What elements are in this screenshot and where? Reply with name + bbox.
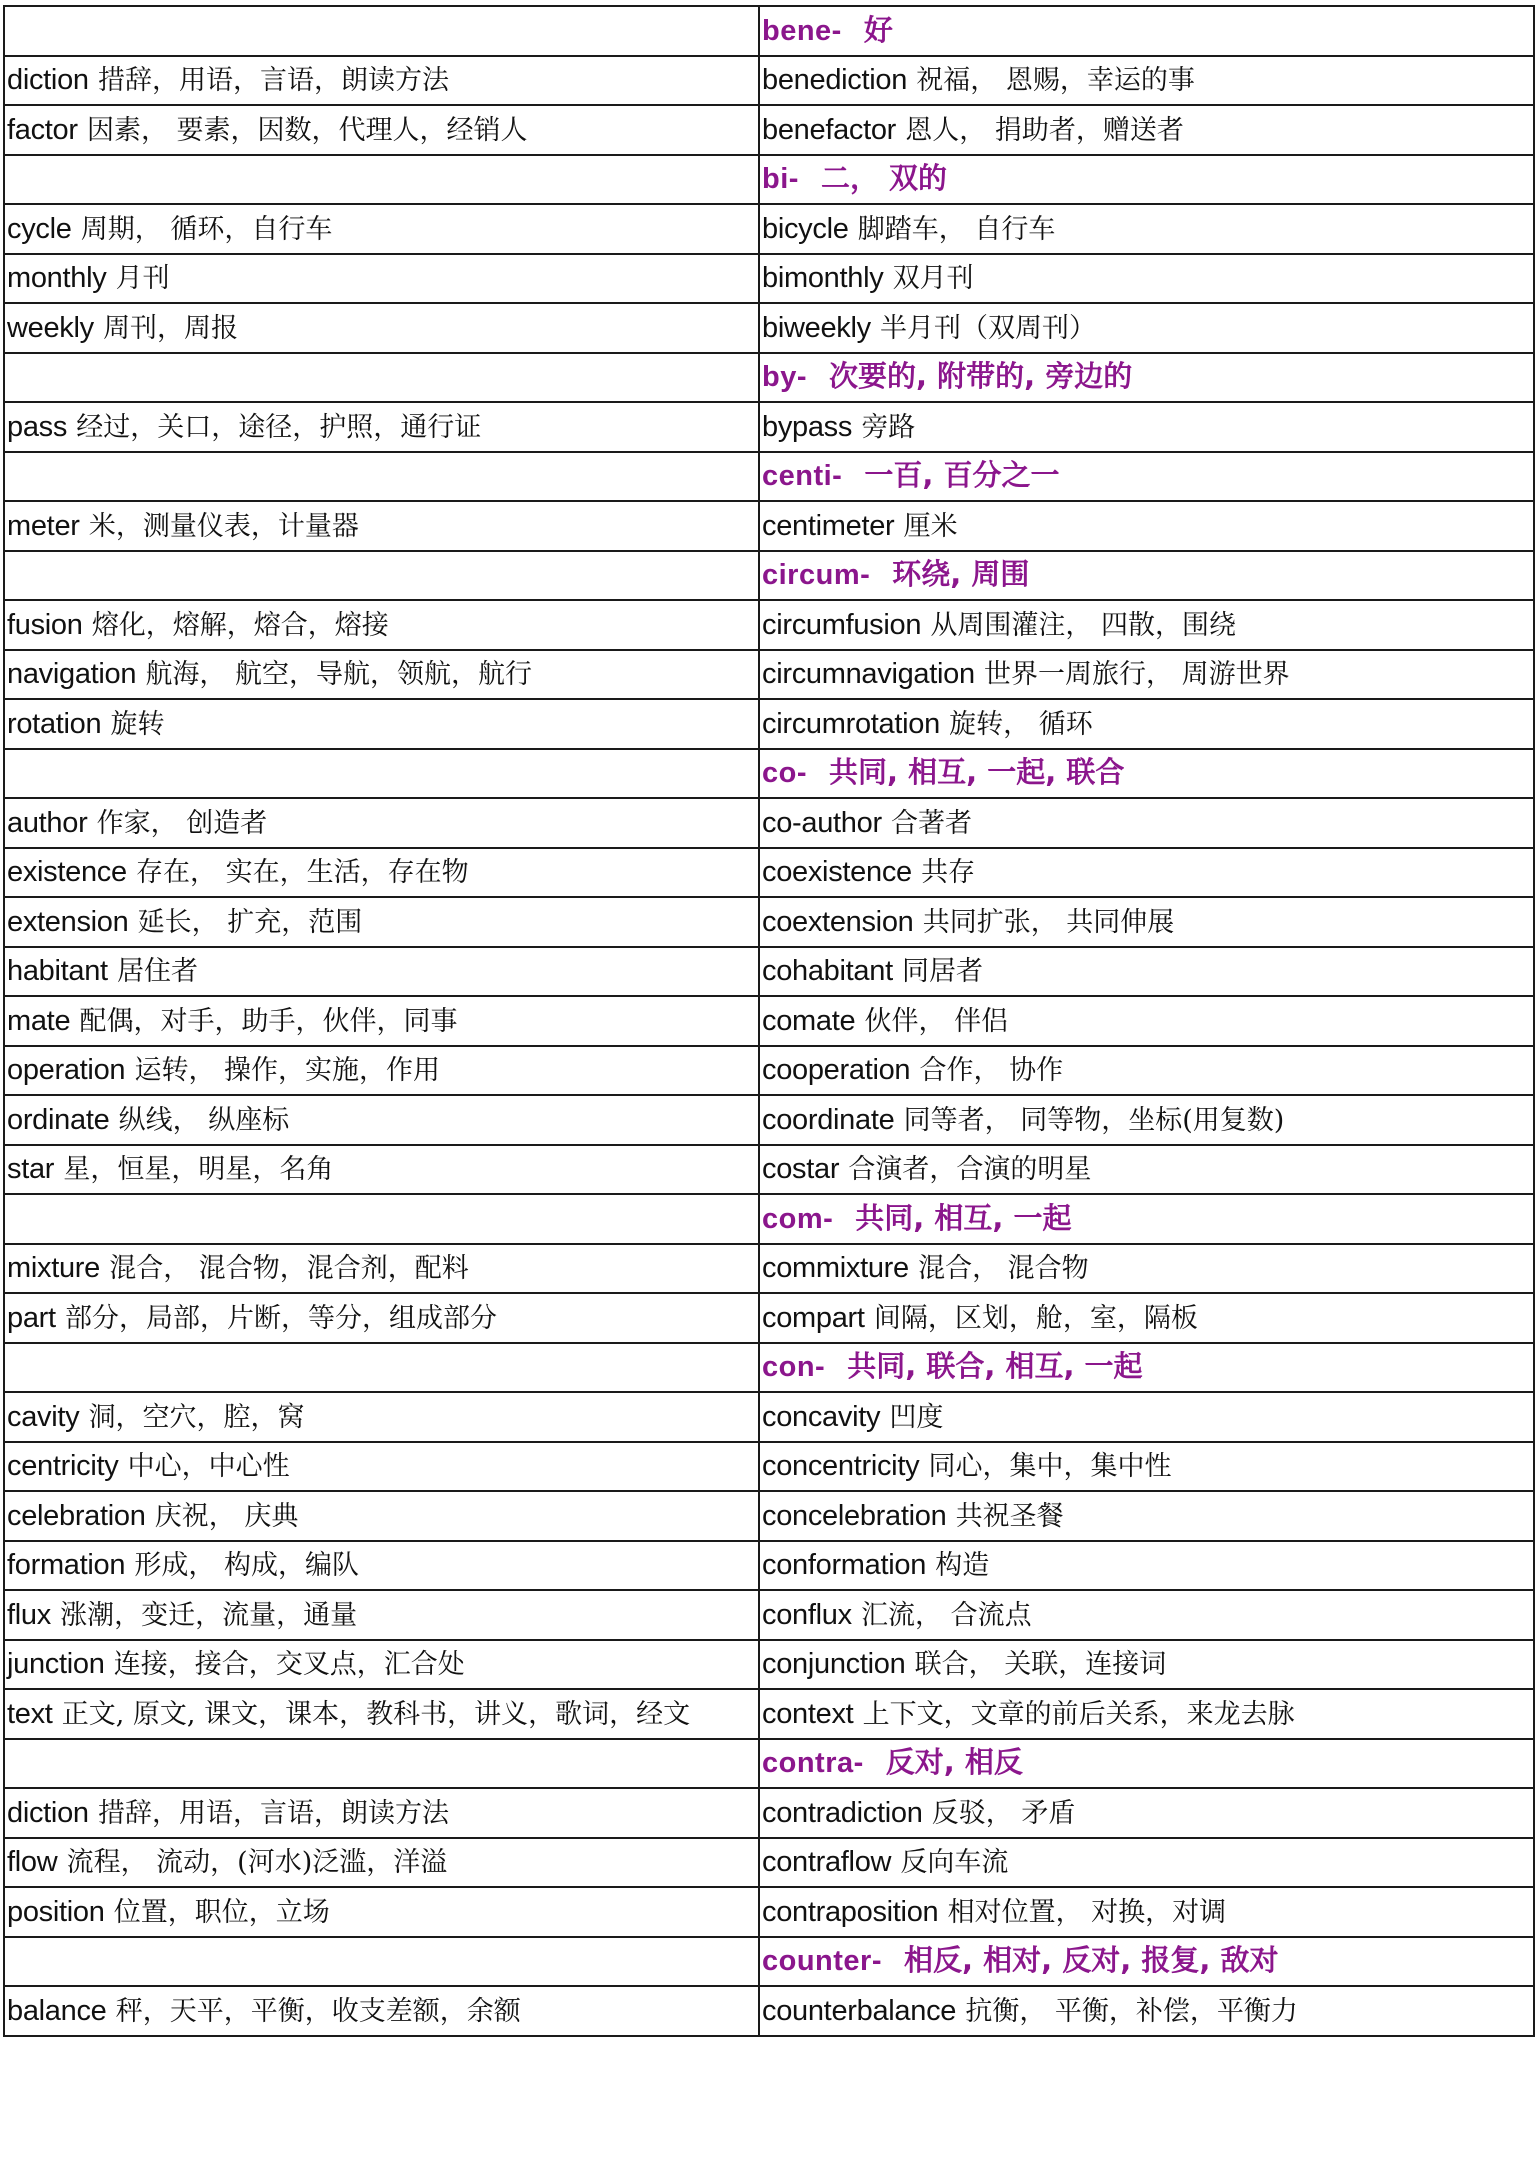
word-meaning: 混合， 混合物，混合剂，配料 [109, 1253, 469, 1285]
derived-word-cell [759, 1788, 1534, 1838]
word-meaning: 经过，关口，途径，护照，通行证 [76, 411, 482, 443]
derived-word-cell [759, 1293, 1534, 1343]
table-row [4, 1986, 1534, 2036]
root-word: author [7, 806, 88, 839]
derived-word: counterbalance [762, 1994, 957, 2027]
prefix-header-cell [759, 749, 1534, 799]
word-meaning: 纵线， 纵座标 [118, 1104, 290, 1136]
root-word: extension [7, 905, 129, 938]
root-word: star [7, 1153, 55, 1186]
table-row [4, 254, 1534, 304]
derived-word: concavity [762, 1400, 881, 1433]
root-word: weekly [7, 311, 94, 344]
root-word-cell [4, 1689, 759, 1739]
word-meaning: 汇流， 合流点 [861, 1599, 1032, 1631]
table-row [4, 1293, 1534, 1343]
word-meaning: 合演者，合演的明星 [848, 1154, 1092, 1186]
root-word: mixture [7, 1252, 100, 1285]
root-word: flux [7, 1598, 51, 1631]
prefix-header-cell [759, 1194, 1534, 1244]
derived-word-cell [759, 402, 1534, 452]
word-meaning: 庆祝， 庆典 [154, 1500, 299, 1532]
derived-word-cell [759, 1640, 1534, 1690]
root-word: factor [7, 113, 78, 146]
word-meaning: 位置，职位，立场 [113, 1896, 330, 1928]
root-word-cell [4, 1838, 759, 1888]
root-word-cell [4, 1788, 759, 1838]
root-word-cell [4, 996, 759, 1046]
word-meaning: 中心，中心性 [127, 1451, 290, 1483]
root-word: diction [7, 64, 89, 97]
prefix-label: bi- [762, 163, 799, 196]
table-row [4, 1590, 1534, 1640]
empty-cell [4, 749, 759, 799]
word-meaning: 间隔，区划，舱，室，隔板 [873, 1302, 1198, 1334]
derived-word-cell [759, 105, 1534, 155]
root-word: celebration [7, 1499, 146, 1532]
derived-word: co-author [762, 806, 882, 839]
root-word-cell [4, 699, 759, 749]
root-word-cell [4, 303, 759, 353]
root-word: balance [7, 1994, 107, 2027]
table-row [4, 56, 1534, 106]
root-word: cavity [7, 1400, 80, 1433]
derived-word-cell [759, 1442, 1534, 1492]
prefix-header-cell [759, 1739, 1534, 1789]
word-meaning: 相对位置， 对换，对调 [947, 1896, 1227, 1928]
root-word-cell [4, 204, 759, 254]
word-meaning: 措辞，用语，言语，朗读方法 [97, 1797, 449, 1829]
table-row [4, 105, 1534, 155]
root-word-cell [4, 56, 759, 106]
word-meaning: 上下文，文章的前后关系，来龙去脉 [862, 1698, 1295, 1730]
word-meaning: 构造 [935, 1550, 990, 1582]
table-row [4, 1442, 1534, 1492]
word-meaning: 航海， 航空，导航，领航，航行 [145, 659, 533, 691]
derived-word-cell [759, 1590, 1534, 1640]
table-row [4, 303, 1534, 353]
table-row [4, 1640, 1534, 1690]
derived-word: contradiction [762, 1796, 923, 1829]
word-meaning: 月刊 [115, 263, 170, 295]
root-word-cell [4, 254, 759, 304]
table-row [4, 897, 1534, 947]
prefix-label: circum- [762, 559, 871, 592]
derived-word: circumfusion [762, 608, 922, 641]
word-meaning: 共同扩张， 共同伸展 [922, 906, 1175, 938]
empty-cell [4, 1937, 759, 1987]
word-meaning: 形成， 构成，编队 [134, 1550, 359, 1582]
root-word-cell [4, 1442, 759, 1492]
derived-word-cell [759, 1838, 1534, 1888]
derived-word: conformation [762, 1549, 927, 1582]
table-row [4, 947, 1534, 997]
root-word-cell [4, 1887, 759, 1937]
table-row [4, 1689, 1534, 1739]
word-meaning: 从周围灌注， 四散，围绕 [930, 609, 1236, 641]
prefix-label: co- [762, 757, 807, 790]
empty-cell [4, 1739, 759, 1789]
prefix-label: com- [762, 1202, 834, 1235]
root-word-cell [4, 897, 759, 947]
prefix-header-cell [759, 452, 1534, 502]
word-meaning: 存在， 实在，生活，存在物 [136, 857, 469, 889]
word-meaning: 反向车流 [900, 1847, 1009, 1879]
prefix-meaning: 相反, 相对, 反对, 报复, 敌对 [904, 1943, 1279, 1978]
root-word: monthly [7, 262, 107, 295]
root-word: formation [7, 1549, 126, 1582]
root-word-cell [4, 798, 759, 848]
derived-word: commixture [762, 1252, 909, 1285]
root-word: ordinate [7, 1103, 110, 1136]
prefix-header-cell [759, 6, 1534, 56]
word-meaning: 米，测量仪表，计量器 [88, 510, 359, 542]
prefix-meaning: 好 [863, 12, 893, 47]
root-word-cell [4, 650, 759, 700]
derived-word-cell [759, 947, 1534, 997]
table-row [4, 1244, 1534, 1294]
derived-word-cell [759, 848, 1534, 898]
empty-cell [4, 353, 759, 403]
root-word-cell [4, 1095, 759, 1145]
root-word: meter [7, 509, 80, 542]
derived-word-cell [759, 897, 1534, 947]
table-row [4, 600, 1534, 650]
root-word: rotation [7, 707, 102, 740]
prefix-header-row [4, 1343, 1534, 1393]
word-meaning: 同居者 [902, 956, 984, 988]
root-word-cell [4, 1541, 759, 1591]
derived-word-cell [759, 303, 1534, 353]
root-word-cell [4, 402, 759, 452]
prefix-meaning: 反对, 相反 [885, 1745, 1023, 1780]
derived-word: bimonthly [762, 262, 884, 295]
prefix-header-cell [759, 353, 1534, 403]
prefix-header-row [4, 749, 1534, 799]
derived-word-cell [759, 699, 1534, 749]
word-meaning: 抗衡， 平衡，补偿，平衡力 [965, 1995, 1298, 2027]
empty-cell [4, 6, 759, 56]
derived-word-cell [759, 204, 1534, 254]
derived-word: centimeter [762, 509, 895, 542]
derived-word-cell [759, 650, 1534, 700]
word-meaning: 星，恒星，明星，名角 [63, 1154, 334, 1186]
table-row [4, 1491, 1534, 1541]
prefix-meaning: 次要的, 附带的, 旁边的 [829, 359, 1133, 394]
table-row [4, 798, 1534, 848]
word-meaning: 连接，接合，交叉点，汇合处 [113, 1649, 465, 1681]
prefix-meaning: 共同, 联合, 相互, 一起 [847, 1349, 1143, 1384]
root-word-cell [4, 1986, 759, 2036]
derived-word-cell [759, 1541, 1534, 1591]
table-row [4, 650, 1534, 700]
root-word-cell [4, 947, 759, 997]
derived-word: concelebration [762, 1499, 947, 1532]
word-meaning: 居住者 [117, 956, 199, 988]
word-meaning: 祝福， 恩赐，幸运的事 [916, 65, 1195, 97]
derived-word-cell [759, 1392, 1534, 1442]
root-word-cell [4, 1244, 759, 1294]
word-meaning: 周刊，周报 [103, 312, 239, 344]
root-word-cell [4, 1491, 759, 1541]
word-meaning: 同心，集中，集中性 [928, 1451, 1172, 1483]
table-row [4, 402, 1534, 452]
word-meaning: 部分，局部，片断，等分，组成部分 [65, 1302, 497, 1334]
prefix-label: contra- [762, 1747, 864, 1780]
derived-word: conflux [762, 1598, 852, 1631]
prefix-label: bene- [762, 14, 842, 47]
root-word: text [7, 1697, 53, 1730]
derived-word: cooperation [762, 1054, 911, 1087]
derived-word-cell [759, 1244, 1534, 1294]
prefix-header-row [4, 1194, 1534, 1244]
prefix-meaning: 一百, 百分之一 [864, 458, 1060, 493]
root-word: position [7, 1895, 105, 1928]
root-word-cell [4, 848, 759, 898]
derived-word: costar [762, 1153, 840, 1186]
word-meaning: 伙伴， 伴侣 [864, 1005, 1009, 1037]
root-word-cell [4, 1640, 759, 1690]
empty-cell [4, 551, 759, 601]
derived-word: coordinate [762, 1103, 895, 1136]
word-meaning: 世界一周旅行， 周游世界 [984, 659, 1290, 691]
prefix-header-row [4, 155, 1534, 205]
word-meaning: 配偶，对手，助手，伙伴，同事 [79, 1005, 458, 1037]
prefix-label: con- [762, 1351, 826, 1384]
prefix-header-row [4, 1739, 1534, 1789]
word-meaning: 反驳， 矛盾 [931, 1797, 1076, 1829]
word-meaning: 双月刊 [892, 263, 974, 295]
prefix-header-cell [759, 1343, 1534, 1393]
derived-word-cell [759, 996, 1534, 1046]
word-meaning: 合著者 [891, 807, 973, 839]
derived-word: concentricity [762, 1450, 920, 1483]
derived-word-cell [759, 1689, 1534, 1739]
derived-word: benediction [762, 64, 908, 97]
table-row [4, 1788, 1534, 1838]
word-meaning: 旁路 [861, 411, 916, 443]
root-word: pass [7, 410, 68, 443]
root-word-cell [4, 1046, 759, 1096]
derived-word: bicycle [762, 212, 849, 245]
root-word: navigation [7, 658, 137, 691]
word-meaning: 联合， 关联，连接词 [914, 1649, 1167, 1681]
word-meaning: 共祝圣餐 [955, 1500, 1064, 1532]
derived-word: compart [762, 1301, 865, 1334]
root-word: fusion [7, 608, 83, 641]
word-meaning: 半月刊（双周刊） [880, 312, 1097, 344]
word-meaning: 涨潮，变迁，流量，通量 [60, 1599, 358, 1631]
derived-word: conjunction [762, 1648, 906, 1681]
root-word: diction [7, 1796, 89, 1829]
word-meaning: 旋转 [110, 708, 165, 740]
table-row [4, 1095, 1534, 1145]
word-meaning: 旋转， 循环 [949, 708, 1093, 740]
derived-word-cell [759, 501, 1534, 551]
word-meaning: 同等者， 同等物，坐标(用复数) [903, 1104, 1285, 1136]
prefix-header-cell [759, 551, 1534, 601]
word-meaning: 正文, 原文, 课文，课本，教科书，讲义，歌词，经文 [61, 1698, 691, 1730]
derived-word: benefactor [762, 113, 897, 146]
root-word: mate [7, 1004, 71, 1037]
derived-word: circumrotation [762, 707, 940, 740]
word-meaning: 措辞，用语，言语，朗读方法 [97, 65, 449, 97]
derived-word-cell [759, 1095, 1534, 1145]
derived-word: bypass [762, 410, 853, 443]
derived-word-cell [759, 600, 1534, 650]
derived-word-cell [759, 1491, 1534, 1541]
derived-word-cell [759, 1145, 1534, 1195]
root-word-cell [4, 1145, 759, 1195]
derived-word: cohabitant [762, 955, 893, 988]
derived-word: coextension [762, 905, 914, 938]
word-meaning: 作家， 创造者 [96, 807, 268, 839]
prefix-header-row [4, 1937, 1534, 1987]
prefix-meaning: 共同, 相互, 一起, 联合 [829, 755, 1125, 790]
root-word-cell [4, 600, 759, 650]
derived-word-cell [759, 254, 1534, 304]
derived-word-cell [759, 1887, 1534, 1937]
root-word-cell [4, 501, 759, 551]
empty-cell [4, 1343, 759, 1393]
prefix-header-cell [759, 155, 1534, 205]
word-meaning: 混合， 混合物 [918, 1253, 1089, 1285]
table-row [4, 501, 1534, 551]
empty-cell [4, 1194, 759, 1244]
word-meaning: 恩人， 捐助者，赠送者 [905, 114, 1184, 146]
root-word-cell [4, 1590, 759, 1640]
root-word: operation [7, 1054, 126, 1087]
root-word: flow [7, 1846, 58, 1879]
table-body [4, 6, 1534, 2036]
derived-word: contraposition [762, 1895, 939, 1928]
table-row [4, 848, 1534, 898]
root-word: cycle [7, 212, 72, 245]
derived-word: contraflow [762, 1846, 892, 1879]
word-meaning: 凹度 [889, 1401, 944, 1433]
word-meaning: 周期， 循环，自行车 [80, 213, 333, 245]
prefix-label: counter- [762, 1945, 882, 1978]
table-row [4, 1392, 1534, 1442]
table-row [4, 1541, 1534, 1591]
word-meaning: 延长， 扩充，范围 [137, 906, 363, 938]
prefix-header-row [4, 551, 1534, 601]
prefix-header-cell [759, 1937, 1534, 1987]
derived-word: coexistence [762, 856, 912, 889]
derived-word-cell [759, 1986, 1534, 2036]
root-word-cell [4, 1392, 759, 1442]
prefix-meaning: 环绕, 周围 [892, 557, 1030, 592]
prefix-label: by- [762, 361, 807, 394]
root-word: centricity [7, 1450, 119, 1483]
empty-cell [4, 155, 759, 205]
derived-word-cell [759, 1046, 1534, 1096]
prefix-label: centi- [762, 460, 843, 493]
derived-word: comate [762, 1004, 856, 1037]
derived-word-cell [759, 56, 1534, 106]
root-word: part [7, 1301, 56, 1334]
word-meaning: 秤，天平，平衡，收支差额，余额 [115, 1995, 521, 2027]
table-row [4, 204, 1534, 254]
prefix-vocabulary-table [3, 5, 1535, 2037]
word-meaning: 运转， 操作，实施，作用 [134, 1055, 441, 1087]
root-word-cell [4, 1293, 759, 1343]
table-row [4, 699, 1534, 749]
table-row [4, 1145, 1534, 1195]
word-meaning: 厘米 [903, 510, 958, 542]
word-meaning: 脚踏车， 自行车 [857, 213, 1056, 245]
word-meaning: 熔化，熔解，熔合，熔接 [91, 609, 389, 641]
prefix-meaning: 共同, 相互, 一起 [855, 1200, 1072, 1235]
table-row [4, 1887, 1534, 1937]
derived-word-cell [759, 798, 1534, 848]
prefix-header-row [4, 353, 1534, 403]
derived-word: biweekly [762, 311, 871, 344]
word-meaning: 因素， 要素，因数，代理人，经销人 [86, 114, 528, 146]
root-word: junction [7, 1648, 105, 1681]
prefix-header-row [4, 452, 1534, 502]
word-meaning: 洞，空穴，腔，窝 [88, 1401, 305, 1433]
root-word: habitant [7, 955, 108, 988]
word-meaning: 流程， 流动，(河水)泛滥，洋溢 [66, 1847, 448, 1879]
root-word: existence [7, 856, 127, 889]
derived-word: circumnavigation [762, 658, 975, 691]
prefix-meaning: 二， 双的 [820, 161, 948, 196]
table-row [4, 1838, 1534, 1888]
table-row [4, 996, 1534, 1046]
table-row [4, 1046, 1534, 1096]
derived-word: context [762, 1697, 854, 1730]
empty-cell [4, 452, 759, 502]
prefix-header-row [4, 6, 1534, 56]
word-meaning: 合作， 协作 [919, 1055, 1064, 1087]
root-word-cell [4, 105, 759, 155]
word-meaning: 共存 [921, 857, 976, 889]
